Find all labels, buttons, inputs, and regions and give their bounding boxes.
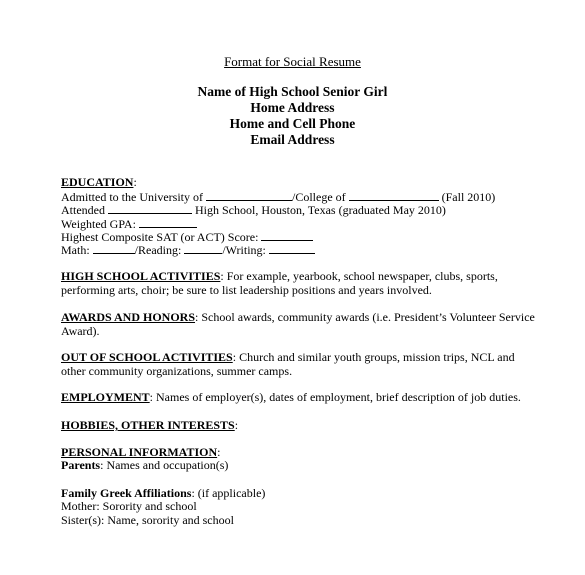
activities-line-1 [61, 269, 498, 283]
header-name: Name of High School Senior Girl [197, 84, 388, 99]
sisters-line: Sister(s): Name, sorority and school [61, 513, 234, 527]
admitted-label: Admitted to the University of [61, 190, 206, 204]
reading-label: /Reading: [134, 243, 185, 257]
high-school-detail: High School, Houston, Texas (graduated May 2010) [192, 203, 446, 217]
employment-text: : Names of employer(s), dates of employment, brief description of job duties. [149, 390, 521, 404]
header-email: Email Address [250, 132, 335, 147]
outside-line-2: other community organizations, summer camps. [61, 364, 293, 378]
attended-label: Attended [61, 203, 108, 217]
personal-heading: PERSONAL INFORMATION [61, 445, 218, 459]
awards-text: : School awards, community awards (i.e. President’s Volunteer Service [195, 310, 535, 324]
parents-text: : Names and occupation(s) [100, 458, 229, 472]
mother-line: Mother: Sorority and school [61, 499, 197, 513]
hobbies-colon: : [234, 418, 239, 432]
education-line-sections [61, 242, 315, 257]
score-label: Highest Composite SAT (or ACT) Score: [61, 230, 262, 244]
math-blank [93, 242, 135, 254]
greek-line [61, 486, 265, 500]
employment-line [61, 390, 521, 404]
outside-line-1 [61, 350, 515, 364]
hobbies-line [61, 418, 238, 432]
education-colon: : [133, 175, 137, 189]
personal-colon: : [217, 445, 221, 459]
parents-line [61, 458, 228, 472]
awards-heading: AWARDS AND HONORS [61, 310, 196, 324]
outside-text: : Church and similar youth groups, mission trips, NCL and [232, 350, 515, 364]
awards-line-1 [61, 310, 535, 324]
gpa-blank [139, 216, 197, 228]
personal-heading-line [61, 445, 220, 459]
education-heading-line [61, 175, 137, 189]
writing-label: /Writing: [222, 243, 269, 257]
employment-heading: EMPLOYMENT [61, 390, 150, 404]
education-line-attended [61, 202, 446, 217]
fall-term: (Fall 2010) [438, 190, 496, 204]
math-label: Math: [61, 243, 93, 257]
university-blank [206, 189, 292, 201]
education-heading: EDUCATION [61, 175, 134, 189]
gpa-label: Weighted GPA: [61, 217, 139, 231]
outside-heading: OUT OF SCHOOL ACTIVITIES [61, 350, 233, 364]
document-title: Format for Social Resume [224, 54, 361, 69]
college-blank [349, 189, 439, 201]
reading-blank [184, 242, 222, 254]
header-phone: Home and Cell Phone [229, 116, 356, 131]
activities-heading: HIGH SCHOOL ACTIVITIES [61, 269, 221, 283]
header-address: Home Address [250, 100, 335, 115]
activities-text: : For example, yearbook, school newspaper, clubs, sports, [220, 269, 498, 283]
hobbies-heading: HOBBIES, OTHER INTERESTS [61, 418, 235, 432]
parents-label: Parents [61, 458, 101, 472]
awards-line-2: Award). [61, 324, 100, 338]
score-blank [261, 229, 313, 241]
high-school-blank [108, 202, 192, 214]
greek-text: : (if applicable) [191, 486, 266, 500]
college-label: /College of [291, 190, 349, 204]
writing-blank [269, 242, 315, 254]
greek-heading: Family Greek Affiliations [61, 486, 192, 500]
activities-line-2: performing arts, choir; be sure to list leadership positions and years involved. [61, 283, 432, 297]
